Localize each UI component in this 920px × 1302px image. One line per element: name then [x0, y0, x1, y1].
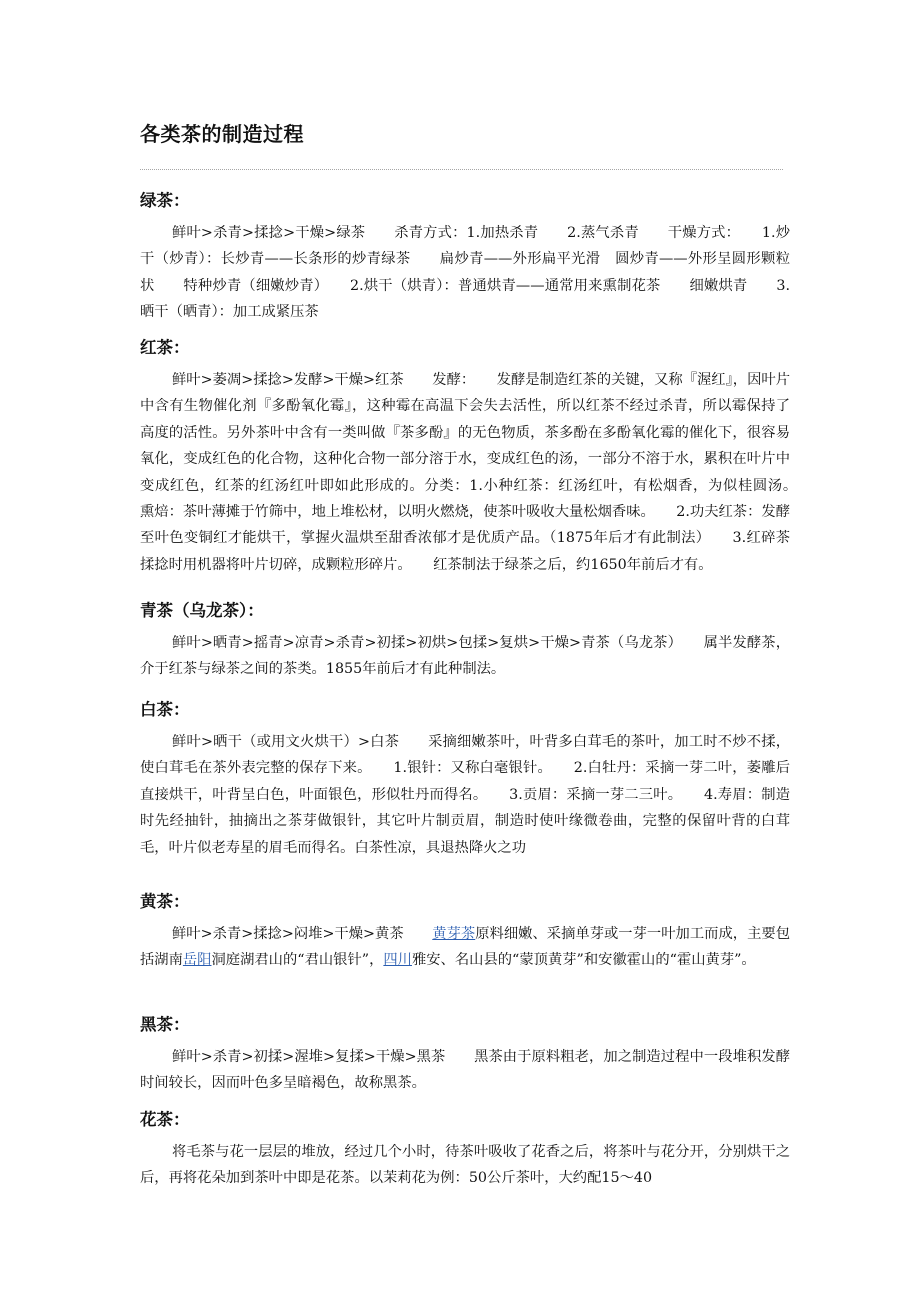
- section-heading: 花茶：: [140, 1110, 190, 1129]
- section-heading: 白茶：: [140, 700, 190, 719]
- section-body: 鲜叶>杀青>初揉>渥堆>复揉>干燥>黑茶 黑茶由于原料粗老，加之制造过程中一段堆积发酵时间较长，因而叶色多呈暗褐色，故称黑茶。: [140, 1049, 790, 1092]
- title-divider: [140, 169, 783, 170]
- body-text: 雅安、名山县的“蒙顶黄芽”和安徽霍山的“霍山黄芽”。: [411, 952, 756, 969]
- section-heading: 黑茶：: [140, 1015, 190, 1034]
- section-body: 鲜叶>萎凋>揉捻>发酵>干燥>红茶 发酵： 发酵是制造红茶的关键，又称『渥红』，因叶片中含有生物催化剂『多酚氧化霉』，这种霉在高温下会失去活性，所以红茶不经过杀青，所以霉保持了高度的活性。另外茶叶中含有一类叫做『茶多酚』的无色物质，茶多酚在多酚氧化霉的催化下，很容易氧化，变成红色的化合物，这种化合物一部分溶于水，变成红色的汤，一部分不溶于水，累积在叶片中变成红色，红茶的红汤红叶即如此形成的。分类：1.小种红茶：红汤红叶，有松烟香，为似桂圆汤。 熏焙：茶叶薄摊于竹筛中，地上堆松材，以明火燃烧，使茶叶吸收大量松烟香味。 2.功夫红茶：发酵至叶色变铜红才能烘干，掌握火温烘至甜香浓郁才是优质产品。（1875年后才有此制法） 3.红碎茶揉捻时用机器将叶片切碎，成颗粒形碎片。 红茶制法于绿茶之后，约1650年前后才有。: [140, 372, 819, 573]
- section-dark-tea: [140, 1012, 790, 1097]
- section-heading: 青茶（乌龙茶）：: [140, 601, 264, 620]
- link-yueyang[interactable]: 岳阳: [182, 952, 212, 969]
- document-title: 各类茶的制造过程: [140, 122, 304, 146]
- section-black-tea: [140, 335, 819, 578]
- link-huangyacha[interactable]: 黄芽茶: [432, 926, 476, 942]
- section-body: 将毛茶与花一层层的堆放，经过几个小时，待茶叶吸收了花香之后，将茶叶与花分开，分别烘干之后，再将花朵加到茶叶中即是花茶。以茉莉花为例：50公斤茶叶，大约配15～40: [140, 1144, 790, 1187]
- body-text: 原料细嫩、采摘单芽或一芽一叶加工而成，主要包括湖南: [140, 926, 790, 969]
- section-yellow-tea: [140, 889, 790, 974]
- section-body: [140, 921, 790, 974]
- link-sichuan[interactable]: 四川: [383, 952, 412, 969]
- section-body: 鲜叶>杀青>揉捻>干燥>绿茶 杀青方式：1.加热杀青 2.蒸气杀青 干燥方式： 1.炒干（炒青）：长炒青——长条形的炒青绿茶 扁炒青——外形扁平光滑 圆炒青——外形呈圆形颗粒状 特种炒青（细嫩炒青） 2.烘干（烘青）：普通烘青——通常用来熏制花茶 细嫩烘青 3.晒干（晒青）：加工成紧压茶: [140, 225, 790, 321]
- section-oolong-tea: [140, 598, 790, 683]
- section-flower-tea: [140, 1107, 790, 1192]
- section-white-tea: [140, 697, 790, 861]
- section-heading: 红茶：: [140, 338, 190, 357]
- body-text: 鲜叶>杀青>揉捻>闷堆>干燥>黄茶: [172, 926, 433, 942]
- section-green-tea: [140, 188, 790, 326]
- section-heading: 绿茶：: [140, 191, 190, 210]
- body-text: 洞庭湖君山的“君山银针”，: [211, 952, 384, 969]
- section-heading: 黄茶：: [140, 892, 190, 911]
- section-body: 鲜叶>晒青>摇青>凉青>杀青>初揉>初烘>包揉>复烘>干燥>青茶（乌龙茶） 属半发酵茶，介于红茶与绿茶之间的茶类。1855年前后才有此种制法。: [140, 635, 790, 678]
- section-body: 鲜叶>晒干（或用文火烘干）>白茶 采摘细嫩茶叶，叶背多白茸毛的茶叶，加工时不炒不揉，使白茸毛在茶外表完整的保存下来。 1.银针：又称白毫银针。 2.白牡丹：采摘一芽二叶，萎雕后直接烘干，叶背呈白色，叶面银色，形似牡丹而得名。 3.贡眉：采摘一芽二三叶。 4.寿眉：制造时先经抽针，抽摘出之茶芽做银针，其它叶片制贡眉，制造时使叶缘微卷曲，完整的保留叶背的白茸毛，叶片似老寿星的眉毛而得名。白茶性凉，具退热降火之功: [140, 734, 790, 856]
